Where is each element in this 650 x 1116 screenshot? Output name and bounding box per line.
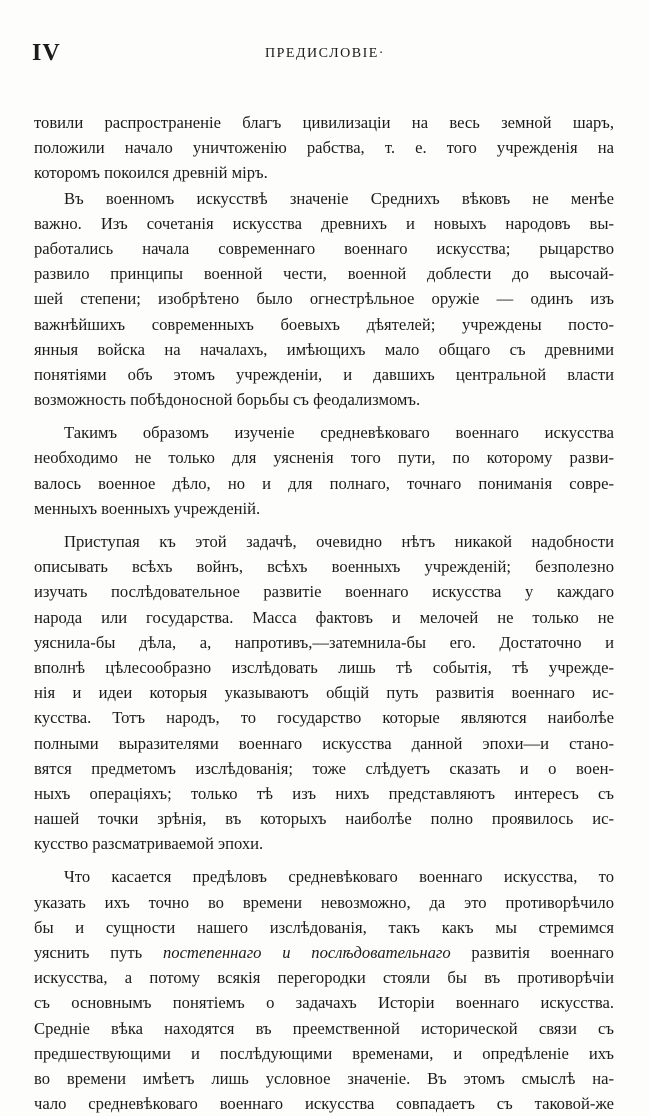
text-line: возможность побѣдоносной борьбы съ феодализмомъ. <box>34 390 421 410</box>
text-line: чало средневѣковаго военнаго искусства совпадаетъ съ таковой-же <box>34 1094 614 1114</box>
page-number: IV <box>32 40 61 66</box>
text-line: полными выразителями военнаго искусства данной эпохи—и стано- <box>34 733 614 753</box>
text-line: Приступая къ этой задачѣ, очевидно нѣтъ никакой надобности <box>64 532 614 551</box>
text-line-with-italic <box>34 940 614 965</box>
text-line: понятіями объ этомъ учрежденіи, и давшихъ центральной власти <box>34 364 614 384</box>
text-line: янныя войска на началахъ, имѣющихъ мало общаго съ древними <box>34 339 614 359</box>
text-line: развило принципы военной чести, военной доблести до высочай- <box>34 264 614 284</box>
text-line: во времени имѣетъ лишь условное значеніе. Въ этомъ смыслѣ на- <box>34 1068 614 1088</box>
text-line: важнѣйшихъ современныхъ боевыхъ дѣятелей; учреждены посто- <box>34 314 614 334</box>
text-line: работались начала современнаго военнаго искусства; рыцарство <box>34 238 614 258</box>
text-line: товили распространеніе благъ цивилизаціи на весь земной шаръ, <box>34 113 614 132</box>
text-segment: развитія военнаго <box>450 943 614 962</box>
text-line: нашей точки зрѣнія, въ которыхъ наиболѣе полно проявилось ис- <box>34 809 614 829</box>
text-line: которомъ покоился древній міръ. <box>34 163 268 183</box>
text-line: описывать всѣхъ войнъ, всѣхъ военныхъ учрежденій; безполезно <box>34 557 614 577</box>
text-line: бы и сущности нашего изслѣдованія, такъ какъ мы стремимся <box>34 917 614 937</box>
page-header <box>0 40 650 70</box>
text-line: кусства. Тотъ народъ, то государство которые являются наиболѣе <box>34 708 614 728</box>
text-line: съ основнымъ понятіемъ о задачахъ Исторіи военнаго искусства. <box>34 993 614 1013</box>
text-line: менныхъ военныхъ учрежденій. <box>34 498 261 518</box>
text-segment: уяснить путь <box>34 943 163 962</box>
text-line: Такимъ образомъ изученіе средневѣковаго военнаго искусства <box>64 423 614 443</box>
text-line: ныхъ операціяхъ; только тѣ изъ нихъ представляютъ интересъ съ <box>34 783 614 803</box>
text-line: шей степени; изобрѣтено было огнестрѣльное оружіе — одинъ изъ <box>34 289 614 309</box>
text-line: нія и идеи которыя указываютъ общій путь развитія военнаго ис- <box>34 683 614 703</box>
text-line: важно. Изъ сочетанія искусства древнихъ и новыхъ народовъ вы- <box>34 213 614 233</box>
text-line: указать ихъ точно во времени невозможно, да это противорѣчило <box>34 892 614 912</box>
running-head: ПРЕДИСЛОВІЕ· <box>265 46 385 61</box>
text-line: Средніе вѣка находятся въ преемственной исторической связи съ <box>34 1018 614 1038</box>
text-line: уяснила-бы дѣла, а, напротивъ,—затемнила-бы его. Достаточно и <box>34 632 614 652</box>
text-line: изучать послѣдовательное развитіе военнаго искусства у каждаго <box>34 582 614 602</box>
text-line: кусство разсматриваемой эпохи. <box>34 834 264 854</box>
text-line: искусства, а потому всякія перегородки стояли бы въ противорѣчіи <box>34 968 614 988</box>
text-line: валось военное дѣло, но и для полнаго, точнаго пониманія совре- <box>34 473 614 493</box>
text-line: вполнѣ цѣлесообразно изслѣдовать лишь тѣ событія, тѣ учрежде- <box>34 657 614 677</box>
text-line: положили начало уничтоженію рабства, т. е. того учрежденія на <box>34 138 614 158</box>
text-line: народа или государства. Масса фактовъ и мелочей не только не <box>34 607 614 627</box>
text-line: необходимо не только для уясненія того пути, по которому разви- <box>34 448 614 468</box>
italic-phrase: постепеннаго и послѣдовательнаго <box>162 943 451 962</box>
body-text <box>34 110 614 1116</box>
text-line: предшествующими и послѣдующими временами, и опредѣленіе ихъ <box>34 1043 614 1063</box>
text-line: вятся предметомъ изслѣдованія; тоже слѣдуетъ сказать и о воен- <box>34 758 614 778</box>
text-line: Въ военномъ искусствѣ значеніе Среднихъ вѣковъ не менѣе <box>64 188 614 208</box>
text-line: Что касается предѣловъ средневѣковаго военнаго искусства, то <box>64 867 614 887</box>
